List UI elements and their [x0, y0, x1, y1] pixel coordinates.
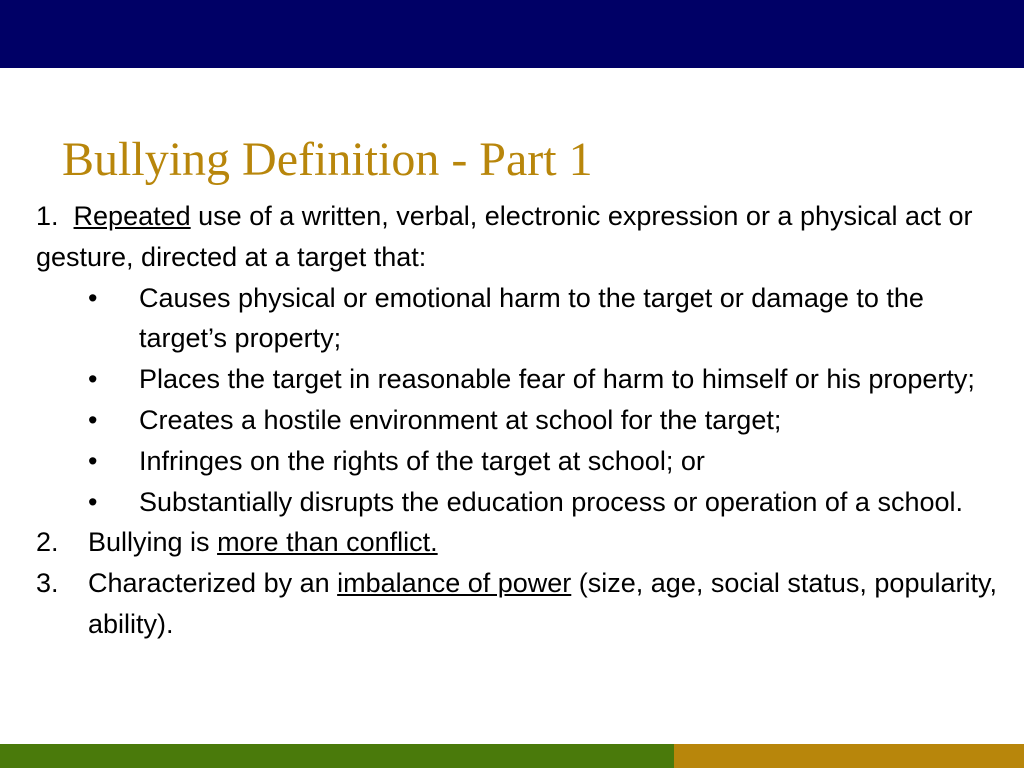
- item-2-underlined-phrase: more than conflict.: [217, 527, 438, 558]
- bullet-item: [36, 359, 1011, 400]
- item-2-number: 2.: [36, 527, 59, 558]
- bullet-item: [36, 400, 1011, 441]
- item-1-bullet-list: [36, 278, 1011, 523]
- item-3-text-before: Characterized by an: [88, 568, 338, 599]
- bottom-band-left: [0, 744, 674, 768]
- bullet-marker: •: [88, 486, 98, 517]
- item-2: [36, 522, 1011, 563]
- item-3: [36, 563, 1011, 645]
- bottom-band-right: [674, 744, 1024, 768]
- bullet-marker: •: [88, 282, 98, 313]
- bullet-text: Infringes on the rights of the target at school; or: [139, 445, 705, 476]
- bullet-item: [36, 441, 1011, 482]
- bullet-text: Places the target in reasonable fear of harm to himself or his property;: [139, 364, 975, 395]
- top-band: [0, 0, 1024, 68]
- item-3-underlined-phrase: imbalance of power: [337, 568, 572, 599]
- bullet-item: [36, 278, 1011, 360]
- item-1-number: 1.: [36, 201, 59, 231]
- item-1-intro: [36, 196, 1011, 278]
- numbered-list: [36, 522, 1011, 644]
- item-3-number: 3.: [36, 568, 59, 599]
- bullet-text: Substantially disrupts the education process or operation of a school.: [139, 486, 963, 517]
- bullet-marker: •: [88, 445, 98, 476]
- item-2-text: Bullying is: [88, 527, 218, 558]
- slide-title: Bullying Definition - Part 1: [62, 133, 593, 186]
- bullet-text: Creates a hostile environment at school for the target;: [139, 404, 782, 435]
- bullet-item: [36, 482, 1011, 523]
- bullet-marker: •: [88, 364, 98, 395]
- bullet-text: Causes physical or emotional harm to the target or damage to the target’s property;: [139, 282, 924, 354]
- bullet-marker: •: [88, 404, 98, 435]
- item-3-text-after: (size, age, social status, popularity, ability).: [88, 568, 997, 639]
- item-1-text: use of a written, verbal, electronic expression or a physical act or gesture, directed at a target that:: [36, 201, 973, 272]
- item-1-underlined-word: Repeated: [73, 201, 191, 231]
- slide-body: [36, 196, 1011, 645]
